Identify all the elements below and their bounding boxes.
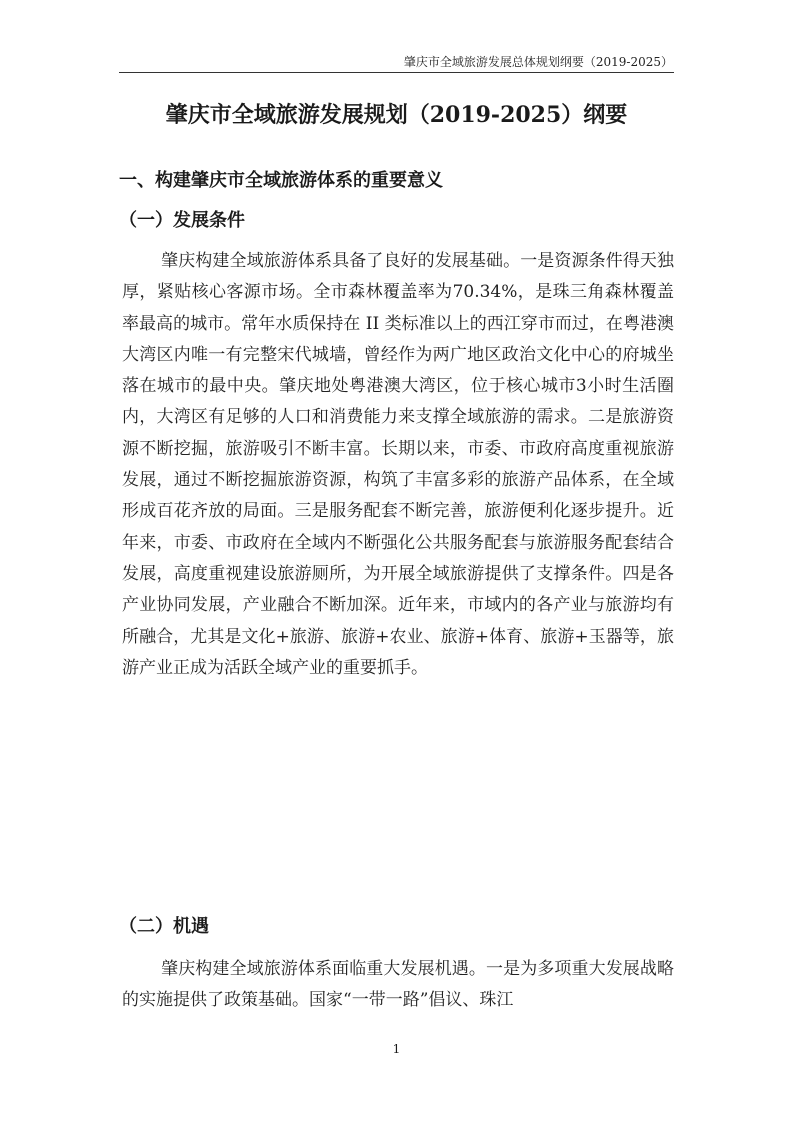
document-title: 肇庆市全域旅游发展规划（2019-2025）纲要 [165, 102, 628, 128]
running-header: 肇庆市全域旅游发展总体规划纲要（2019-2025） [403, 55, 673, 69]
page-number: 1 [392, 1042, 401, 1056]
subsection-heading-opportunities: （二）机遇 [119, 916, 209, 937]
subsection-heading-development-conditions: （一）发展条件 [119, 210, 245, 231]
header-rule [119, 72, 674, 73]
section-heading-1: 一、构建肇庆市全域旅游体系的重要意义 [119, 170, 443, 191]
paragraph-opportunities: 肇庆构建全域旅游体系面临重大发展机遇。一是为多项重大发展战略的实施提供了政策基础。国家“一带一路”倡议、珠江 [122, 959, 674, 1011]
paragraph-development-conditions: 肇庆构建全域旅游体系具备了良好的发展基础。一是资源条件得天独厚，紧贴核心客源市场。全市森林覆盖率为70.34%，是珠三角森林覆盖率最高的城市。常年水质保持在 II 类标准以上的西江穿市而过，在粤港澳大湾区内唯一有完整宋代城墙，曾经作为两广地区政治文化中心的府城坐落在城市的最中央。肇庆地处粤港澳大湾区，位于核心城市3小时生活圈内，大湾区有足够的人口和消费能力来支撑全域旅游的需求。二是旅游资源不断挖掘，旅游吸引不断丰富。长期以来，市委、市政府高度重视旅游发展，通过不断挖掘旅游资源，构筑了丰富多彩的旅游产品体系，在全域形成百花齐放的局面。三是服务配套不断完善，旅游便利化逐步提升。近年来，市委、市政府在全域内不断强化公共服务配套与旅游服务配套结合发展，高度重视建设旅游厕所，为开展全域旅游提供了支撑条件。四是各产业协同发展，产业融合不断加深。近年来，市域内的各产业与旅游均有所融合，尤其是文化+旅游、旅游+农业、旅游+体育、旅游+玉器等，旅游产业正成为活跃全域产业的重要抓手。 [122, 251, 674, 678]
